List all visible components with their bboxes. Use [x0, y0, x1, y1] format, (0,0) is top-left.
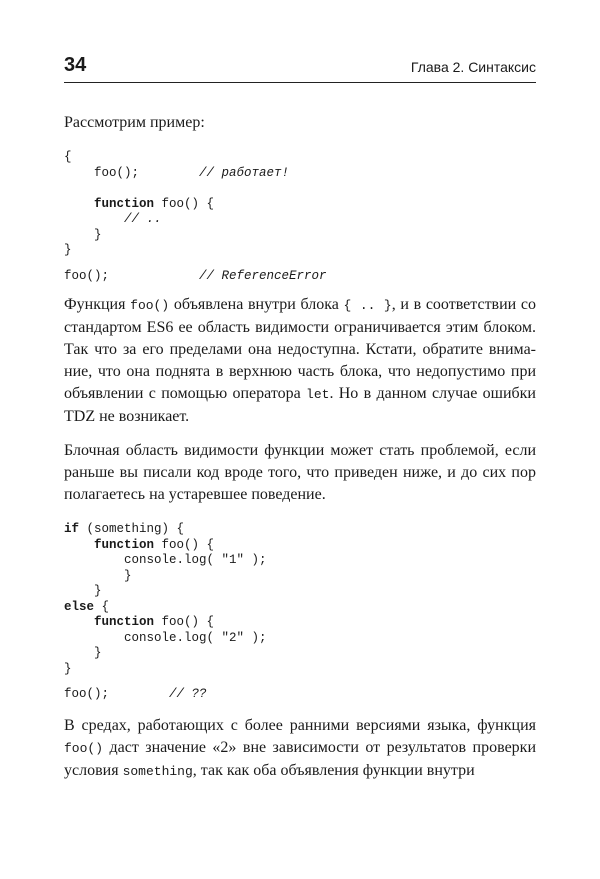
code-block-1: { foo(); // работает! function foo() { // .. } } — [64, 150, 290, 257]
code-block-if-else: if (something) { function foo() { console.log( "1" ); } } else { function foo() { console.log( "2" ); } } — [64, 522, 267, 676]
inline-code: something — [122, 763, 193, 779]
chapter-title: Глава 2. Синтаксис — [410, 59, 536, 75]
paragraph-older-versions: В средах, работающих с более ранними версиями языка, функция foo() даст значение «2» вне зависимости от результатов проверки условия something, так как оба объявления функции внутри — [64, 716, 536, 779]
paragraph-problem: Блочная область видимости функции может стать проблемой, если раньше вы писали код вроде того, что приведен ниже, и до сих пор полагаетесь на устаревшее поведение. — [64, 442, 536, 503]
inline-code: let — [306, 387, 330, 402]
inline-code: { .. } — [343, 298, 392, 313]
paragraph-block-scope: Функция foo() объявлена внутри блока { .. }, и в соответствии со стандартом ES6 ее область видимости ограничивается этим блоком. Так что за его пределами она недоступна. Кстати, обратите внимание, что она поднята в верхнюю часть блока, что недопустимо при объявлении с помощью оператора let. Но в данном случае ошибки TDZ не возникает. — [64, 296, 537, 425]
inline-code: foo() — [130, 298, 170, 313]
page-number: 34 — [64, 54, 87, 76]
code-line-reference-error: foo(); // ReferenceError — [64, 268, 327, 283]
inline-code: foo() — [64, 740, 104, 756]
intro-text: Рассмотрим пример: — [64, 114, 205, 131]
code-line-question: foo(); // ?? — [64, 687, 207, 701]
page-content — [64, 112, 536, 783]
page-header — [64, 54, 536, 83]
